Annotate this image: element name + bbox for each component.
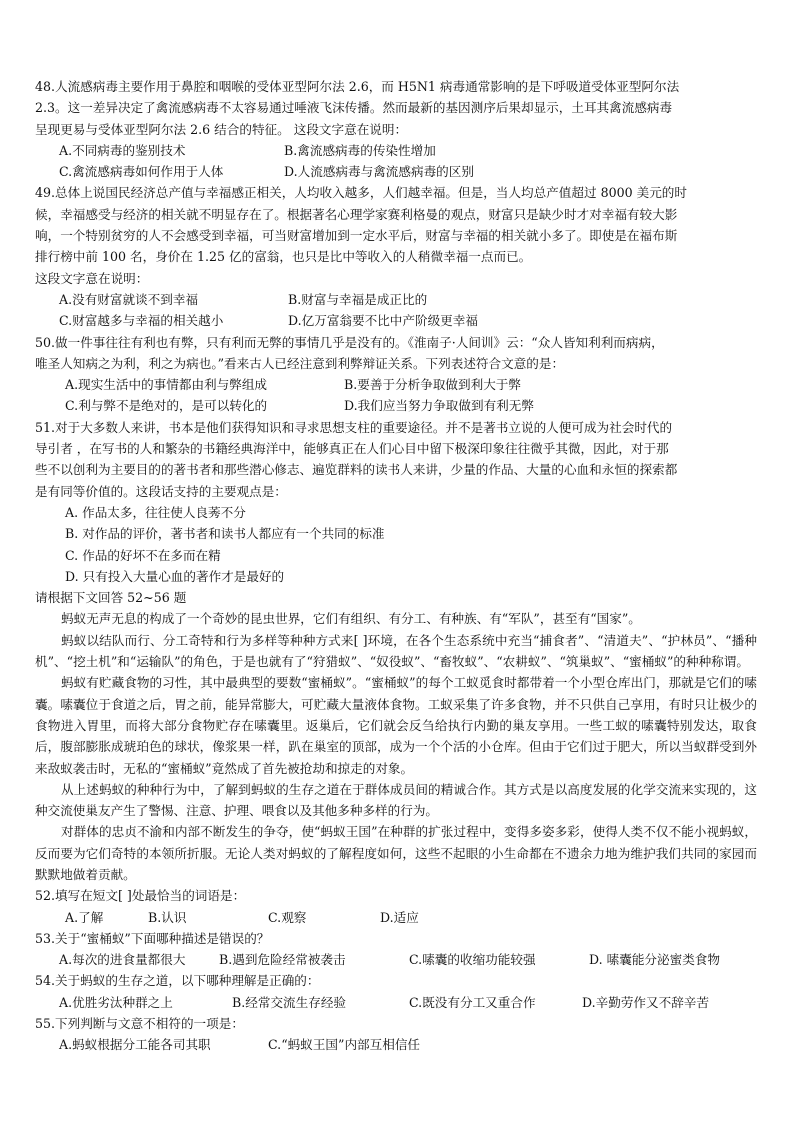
option-a: A.没有财富就谈不到幸福 (59, 291, 199, 307)
option-a: A.了解 (65, 909, 104, 925)
option-row (35, 1034, 757, 1055)
option-d: D. 嗉囊能分泌蜜类食物 (589, 952, 720, 968)
question-text-line: 呈现更易与受体亚型阿尔法 2.6 结合的特征。 这段文字意在说明： (35, 121, 408, 137)
option-c: C.财富越多与幸福的相关越小 (59, 313, 224, 329)
option-d: D. 只有投入大量心血的著作才是最好的 (65, 568, 285, 584)
option-row (35, 907, 757, 928)
question-text-line: 是有同等价值的。这段话支持的主要观点是： (35, 483, 287, 499)
passage-intro: 请根据下文回答 52~56 题 (35, 590, 187, 606)
question-53 (35, 928, 757, 971)
question-51 (35, 417, 757, 587)
question-text-line: 唯圣人知病之为利，利之为病也。”看来古人已经注意到利弊辩证关系。下列表述符合文意的是： (35, 355, 565, 371)
question-text-line: 响，一个特别贫穷的人不会感受到幸福，可当财富增加到一定水平后，财富与幸福的相关就小多了。即使是在福布斯 (35, 228, 678, 244)
option-d: D.我们应当努力争取做到有利无弊 (344, 398, 534, 414)
question-text-line: 50.做一件事往往有利也有弊，只有利而无弊的事情几乎是没有的。《淮南子·人间训》云：“众人皆知利利而病病， (35, 334, 664, 350)
question-text-line: 51.对于大多数人来讲，书本是他们获得知识和寻求思想支柱的重要途径。并不是著书立说的人便可成为社会时代的 (35, 419, 673, 435)
question-text-line: 49.总体上说国民经济总产值与幸福感正相关，人均收入越多，人们越幸福。但是，当人均总产值超过 8000 美元的时 (35, 185, 687, 201)
option-row (35, 289, 757, 310)
option-d: D.亿万富翁要不比中产阶级更幸福 (288, 313, 478, 329)
option-d: D.辛勤劳作又不辞辛苦 (582, 994, 709, 1010)
option-a: A.不同病毒的鉴别技术 (59, 142, 186, 158)
option-b: B.财富与幸福是成正比的 (288, 291, 428, 307)
question-text-line: 导引者 ，在写书的人和繁杂的书籍经典海洋中，能够真正在人们心目中留下极深印象往往微乎其微，因此，对于那 (35, 441, 669, 457)
question-50 (35, 332, 757, 417)
option-b: B.禽流感病毒的传染性增加 (284, 142, 436, 158)
question-54 (35, 970, 757, 1013)
question-text-line: 48.人流感病毒主要作用于鼻腔和咽喉的受体亚型阿尔法 2.6，而 H5N1 病毒通常影响的是下呼吸道受体亚型阿尔法 (35, 79, 680, 94)
option-c: C.利与弊不是绝对的，是可以转化的 (65, 398, 268, 414)
option-c: C.嗉囊的收缩功能较强 (409, 952, 536, 968)
question-49 (35, 182, 757, 331)
reading-passage (35, 587, 757, 885)
question-stem: 55.下列判断与文意不相符的一项是： (35, 1016, 244, 1032)
question-text-line: 些不以创利为主要目的的著书者和那些潜心修志、遍览群料的读书人来讲，少量的作品、大量的心血和永恒的探索都 (35, 462, 678, 478)
exam-page (35, 76, 757, 1056)
question-stem: 54.关于蚂蚁的生存之道，以下哪种理解是正确的： (35, 973, 320, 989)
option-row (35, 161, 757, 182)
question-52 (35, 885, 757, 928)
option-row (35, 992, 757, 1013)
option-c: C.禽流感病毒如何作用于人体 (59, 164, 224, 180)
question-48 (35, 76, 757, 182)
question-text-line: 2.3。这一差异决定了禽流感病毒不太容易通过唾液飞沫传播。然而最新的基因测序后果却显示，土耳其禽流感病毒 (35, 100, 673, 116)
option-row (35, 949, 757, 970)
option-d: D.适应 (380, 909, 419, 925)
option-b: B.经常交流生存经验 (232, 994, 347, 1010)
option-b: B. 对作品的评价，著书者和读书人都应有一个共同的标准 (65, 526, 385, 542)
passage-paragraph: 蚂蚁以结队而行、分工奇特和行为多样等种种方式来[ ]环境，在各个生态系统中充当“捕食者”、“清道夫”、“护林员”、“播种机”、“挖土机”和“运输队”的角色，于是也就有了“狩猎蚁”、“奴役蚁”、“畜牧蚁”、“农耕蚁”、“筑巢蚁”、“蜜桶蚁”的种种称谓。 (35, 632, 757, 670)
option-row (35, 374, 757, 395)
question-text-line: 排行榜中前 100 名，身价在 1.25 亿的富翁，也只是比中等收入的人稍微幸福一点而已。 (35, 249, 532, 265)
option-a: A.蚂蚁根据分工能各司其职 (59, 1037, 211, 1053)
option-a: A.现实生活中的事情都由利与弊组成 (65, 377, 268, 393)
question-text-line: 候，幸福感受与经济的相关就不明显存在了。根据著名心理学家赛利格曼的观点，财富只是缺少时才对幸福有较大影 (35, 206, 678, 222)
option-b: B.遇到危险经常被袭击 (219, 952, 346, 968)
question-55 (35, 1013, 757, 1056)
option-a: A. 作品太多，往往使人良莠不分 (65, 504, 246, 520)
option-row (35, 395, 757, 416)
passage-paragraph: 蚂蚁无声无息的构成了一个奇妙的昆虫世界，它们有组织、有分工、有种族、有“军队”，甚至有“国家”。 (61, 611, 641, 627)
option-c: C.“蚂蚁王国”内部互相信任 (268, 1037, 421, 1053)
option-b: B.要善于分析争取做到利大于弊 (344, 377, 521, 393)
question-stem: 52.填写在短文[ ]处最恰当的词语是： (35, 888, 246, 904)
passage-paragraph: 蚂蚁有贮藏食物的习性，其中最典型的要数“蜜桶蚁”。“蜜桶蚁”的每个工蚁觅食时都带着一个小型仓库出门，那就是它们的嗉囊。嗉囊位于食道之后，胃之前，能异常膨大，可贮藏大量液体食物。工蚁采集了许多食物，并不只供自己享用，有时只让极少的食物进入胃里，而将大部分食物贮存在嗉囊里。返巢后，它们就会反刍给执行内勤的巢友享用。一些工蚁的嗉囊特别发达，取食后，腹部膨胀成琥珀色的球状，像浆果一样，趴在巢室的顶部，成为一个个活的小仓库。但由于它们过于肥大，所以当蚁群受到外来敌蚁袭击时，无私的“蜜桶蚁”竟然成了首先被抢劫和掠走的对象。 (35, 675, 757, 776)
option-row (35, 310, 757, 331)
passage-paragraph: 从上述蚂蚁的种种行为中，了解到蚂蚁的生存之道在于群体成员间的精诚合作。其方式是以高度发展的化学交流来实现的，这种交流使巢友产生了警惕、注意、护理、喂食以及其他多种多样的行为。 (35, 781, 757, 819)
option-c: C.观察 (268, 909, 307, 925)
passage-paragraph: 对群体的忠贞不渝和内部不断发生的争夺，使“蚂蚁王国”在种群的扩张过程中，变得多姿多彩，使得人类不仅不能小视蚂蚁，反而要为它们奇特的本领所折服。无论人类对蚂蚁的了解程度如何，这些不起眼的小生命都在不遗余力地为维护我们共同的家园而默默地做着贡献。 (35, 824, 757, 882)
option-a: A.优胜劣汰种群之上 (59, 994, 173, 1010)
option-d: D.人流感病毒与禽流感病毒的区别 (284, 164, 474, 180)
question-stem: 53.关于“蜜桶蚁”下面哪种描述是错误的？ (35, 930, 270, 946)
question-text-line: 这段文字意在说明： (35, 270, 149, 286)
option-c: C.既没有分工又重合作 (409, 994, 536, 1010)
option-c: C. 作品的好坏不在多而在精 (65, 547, 221, 563)
option-a: A.每次的进食量都很大 (59, 952, 186, 968)
option-b: B.认识 (148, 909, 187, 925)
option-row (35, 140, 757, 161)
